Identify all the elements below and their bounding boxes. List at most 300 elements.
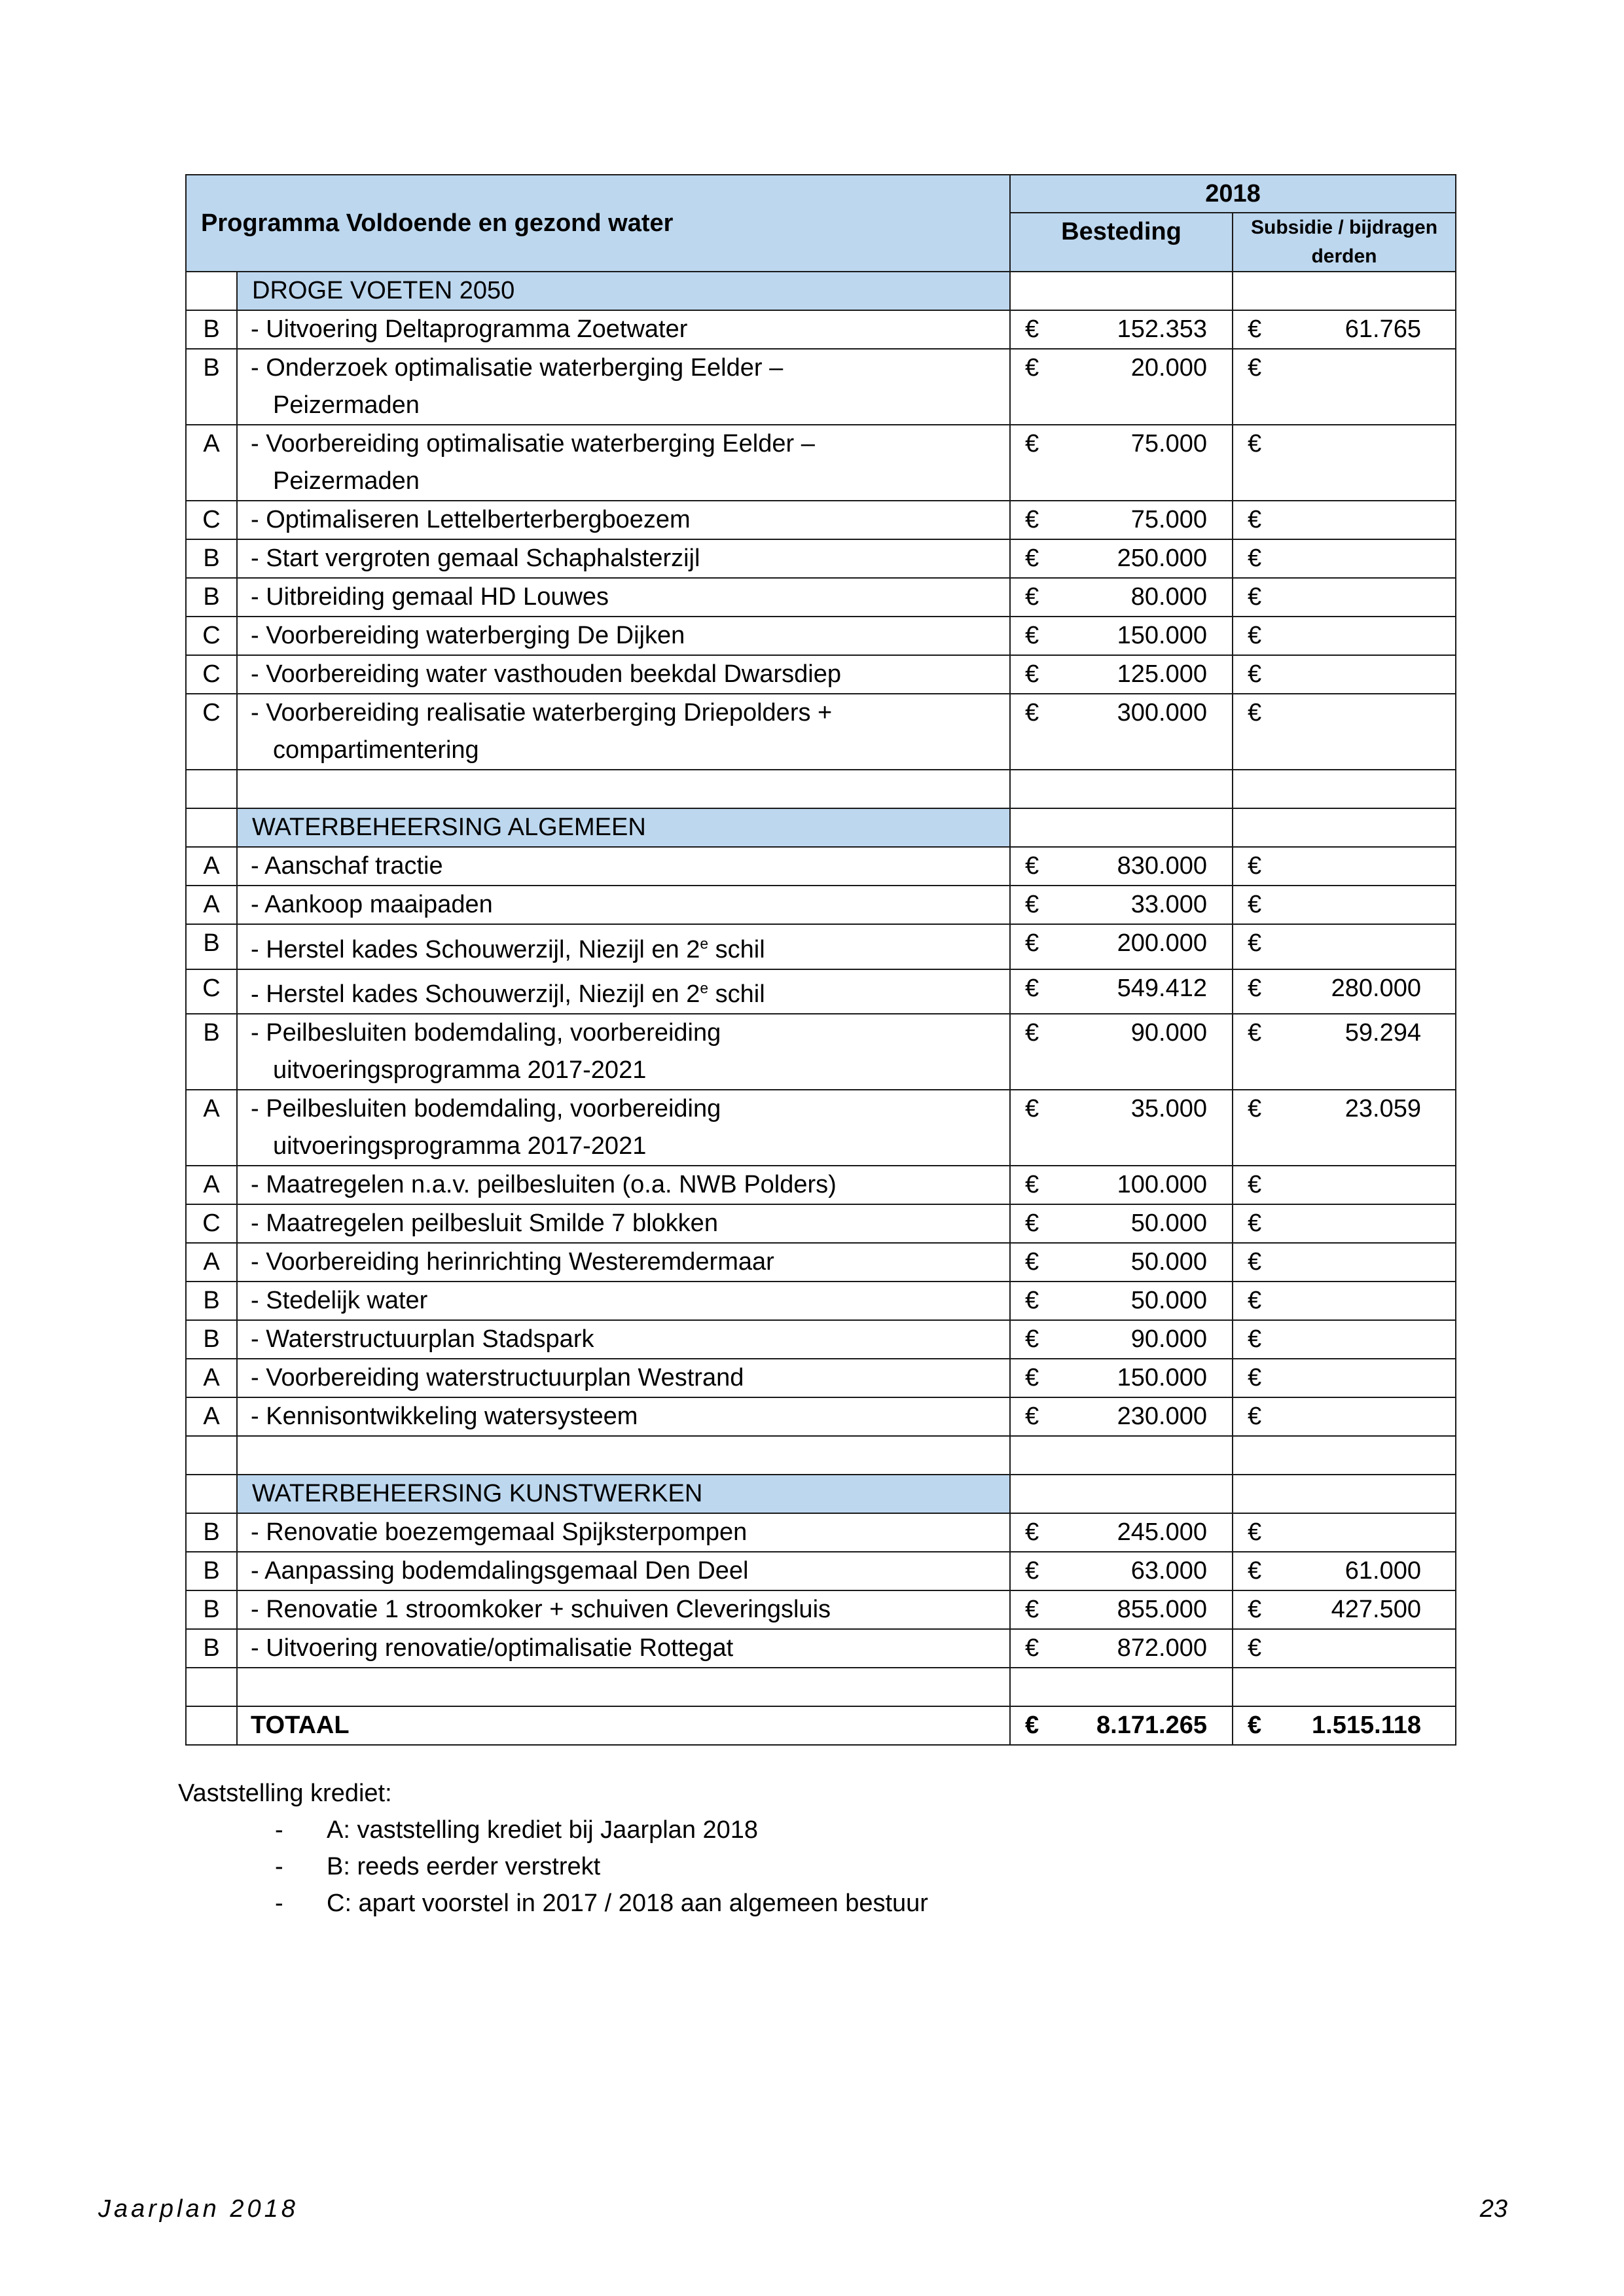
amount: 23.059 — [1344, 1095, 1422, 1123]
amount: 61.000 — [1344, 1557, 1422, 1585]
item-description — [237, 969, 1010, 1014]
credit-code: B — [186, 349, 237, 425]
euro-sign: € — [1025, 1019, 1039, 1047]
table-row — [186, 425, 1456, 501]
euro-sign: € — [1248, 1248, 1262, 1276]
euro-sign: € — [1025, 1557, 1039, 1585]
besteding-cell — [1010, 1090, 1233, 1166]
amount: 830.000 — [1117, 852, 1207, 880]
item-description — [237, 501, 1010, 539]
euro-sign: € — [1248, 1557, 1262, 1585]
euro-sign: € — [1248, 506, 1262, 533]
euro-sign: € — [1025, 1287, 1039, 1315]
description-continuation: Peizermaden — [273, 391, 420, 419]
table-row — [186, 617, 1456, 655]
table-row — [186, 1243, 1456, 1282]
empty-cell — [186, 1475, 237, 1513]
table-row — [186, 886, 1456, 924]
euro-sign: € — [1248, 1171, 1262, 1199]
item-description — [237, 1590, 1010, 1629]
credit-code: B — [186, 924, 237, 969]
column-header-besteding: Besteding — [1010, 213, 1233, 272]
description-line: - Kennisontwikkeling watersysteem — [251, 1403, 638, 1431]
besteding-cell — [1010, 310, 1233, 349]
euro-sign: € — [1025, 1403, 1039, 1431]
besteding-cell — [1010, 578, 1233, 617]
item-description — [237, 1243, 1010, 1282]
description-line: - Voorbereiding herinrichting Westeremdermaar — [251, 1248, 774, 1276]
description-text: Stedelijk water — [266, 1287, 428, 1315]
item-description — [237, 1552, 1010, 1590]
empty-cell — [1233, 272, 1456, 310]
table-row — [186, 539, 1456, 578]
euro-sign: € — [1025, 660, 1039, 688]
description-line: - Uitvoering Deltaprogramma Zoetwater — [251, 315, 688, 343]
besteding-cell — [1010, 655, 1233, 694]
subsidie-cell — [1233, 1243, 1456, 1282]
euro-sign: € — [1248, 699, 1262, 726]
table-row — [186, 969, 1456, 1014]
amount: 80.000 — [1130, 583, 1207, 611]
description-text: Kennisontwikkeling watersysteem — [266, 1403, 638, 1431]
euro-sign: € — [1025, 354, 1039, 382]
empty-cell — [186, 272, 237, 310]
empty-cell — [1010, 770, 1233, 808]
amount: 200.000 — [1117, 929, 1207, 957]
besteding-cell — [1010, 349, 1233, 425]
euro-sign: € — [1248, 1364, 1262, 1392]
besteding-cell — [1010, 1552, 1233, 1590]
amount: 152.353 — [1117, 315, 1207, 343]
subsidie-cell — [1233, 501, 1456, 539]
description-continuation: compartimentering — [273, 736, 479, 764]
amount: 230.000 — [1117, 1403, 1207, 1431]
amount: 300.000 — [1117, 699, 1207, 726]
amount: 427.500 — [1331, 1596, 1422, 1624]
description-text: Voorbereiding optimalisatie waterberging Eelder – — [266, 430, 815, 457]
description-text: Aanschaf tractie — [264, 852, 443, 880]
item-description — [237, 1204, 1010, 1243]
legend-item: - C: apart voorstel in 2017 / 2018 aan algemeen bestuur — [275, 1890, 928, 1917]
credit-legend — [178, 1775, 928, 1922]
description-line: - Maatregelen peilbesluit Smilde 7 blokken — [251, 1210, 718, 1238]
amount: 872.000 — [1117, 1634, 1207, 1662]
table-row — [186, 1204, 1456, 1243]
credit-code: C — [186, 655, 237, 694]
euro-sign: € — [1248, 1095, 1262, 1123]
description-line: - Stedelijk water — [251, 1287, 428, 1315]
subsidie-cell — [1233, 886, 1456, 924]
euro-sign: € — [1248, 1210, 1262, 1238]
empty-cell — [186, 1706, 237, 1745]
empty-cell — [237, 1436, 1010, 1475]
euro-sign: € — [1025, 1095, 1039, 1123]
euro-sign: € — [1248, 1287, 1262, 1315]
besteding-cell — [1010, 425, 1233, 501]
item-description — [237, 655, 1010, 694]
besteding-cell — [1010, 1397, 1233, 1436]
amount: 75.000 — [1130, 506, 1207, 533]
subsidie-cell — [1233, 310, 1456, 349]
description-text: Voorbereiding water vasthouden beekdal Dwarsdiep — [266, 660, 842, 688]
description-line: - Uitvoering renovatie/optimalisatie Rottegat — [251, 1634, 734, 1662]
description-line: - Peilbesluiten bodemdaling, voorbereiding — [251, 1095, 721, 1123]
item-description — [237, 1629, 1010, 1668]
credit-code: B — [186, 1320, 237, 1359]
item-description — [237, 1359, 1010, 1397]
besteding-cell — [1010, 501, 1233, 539]
spacer-row — [186, 1668, 1456, 1706]
table-row — [186, 1282, 1456, 1320]
item-description — [237, 310, 1010, 349]
description-line: - Voorbereiding waterstructuurplan Westrand — [251, 1364, 744, 1392]
subsidie-cell — [1233, 1552, 1456, 1590]
description-text: Voorbereiding herinrichting Westeremdermaar — [266, 1248, 774, 1276]
subsidie-cell — [1233, 1204, 1456, 1243]
description-line: - Onderzoek optimalisatie waterberging Eelder – — [251, 354, 784, 382]
item-description — [237, 1014, 1010, 1090]
amount: 90.000 — [1130, 1325, 1207, 1354]
table-row — [186, 349, 1456, 425]
item-description — [237, 1166, 1010, 1204]
section-title: WATERBEHEERSING ALGEMEEN — [237, 808, 1010, 847]
budget-table — [185, 174, 1456, 1746]
description-text: Voorbereiding waterberging De Dijken — [266, 622, 685, 649]
amount: 20.000 — [1130, 354, 1207, 382]
subsidie-cell — [1233, 1359, 1456, 1397]
description-text: Optimaliseren Lettelberterbergboezem — [266, 506, 691, 533]
description-continuation: Peizermaden — [273, 467, 420, 495]
euro-sign: € — [1025, 1171, 1039, 1199]
section-header-row — [186, 1475, 1456, 1513]
euro-sign: € — [1025, 315, 1039, 343]
empty-cell — [1010, 1436, 1233, 1475]
subsidie-cell — [1233, 578, 1456, 617]
euro-sign: € — [1248, 1019, 1262, 1047]
credit-code: C — [186, 1204, 237, 1243]
description-line: - Voorbereiding water vasthouden beekdal Dwarsdiep — [251, 660, 842, 688]
legend-item: - B: reeds eerder verstrekt — [275, 1853, 601, 1880]
table-row — [186, 1397, 1456, 1436]
description-line: - Voorbereiding waterberging De Dijken — [251, 622, 685, 649]
description-text: Voorbereiding realisatie waterberging Driepolders + — [266, 699, 833, 726]
besteding-cell — [1010, 1014, 1233, 1090]
credit-code: C — [186, 969, 237, 1014]
besteding-cell — [1010, 1320, 1233, 1359]
description-line: - Uitbreiding gemaal HD Louwes — [251, 583, 609, 611]
subsidie-cell — [1233, 1397, 1456, 1436]
description-line: - Renovatie 1 stroomkoker + schuiven Cleveringsluis — [251, 1596, 831, 1624]
item-description — [237, 425, 1010, 501]
subsidie-cell — [1233, 1320, 1456, 1359]
amount: 50.000 — [1130, 1287, 1207, 1315]
item-description — [237, 1090, 1010, 1166]
amount: 35.000 — [1130, 1095, 1207, 1123]
euro-sign: € — [1025, 430, 1039, 457]
item-description — [237, 578, 1010, 617]
amount: 855.000 — [1117, 1596, 1207, 1624]
besteding-cell — [1010, 1590, 1233, 1629]
description-text: Waterstructuurplan Stadspark — [266, 1325, 594, 1354]
euro-sign: € — [1248, 354, 1262, 382]
besteding-cell — [1010, 539, 1233, 578]
empty-cell — [1010, 1668, 1233, 1706]
amount: 50.000 — [1130, 1210, 1207, 1238]
table-row — [186, 1629, 1456, 1668]
credit-code: A — [186, 1397, 237, 1436]
table-row — [186, 1166, 1456, 1204]
description-line: - Herstel kades Schouwerzijl, Niezijl en 2e schil — [251, 935, 765, 963]
legend-title: Vaststelling krediet: — [178, 1780, 392, 1807]
item-description — [237, 1282, 1010, 1320]
amount: 75.000 — [1130, 430, 1207, 457]
total-besteding — [1010, 1706, 1233, 1745]
empty-cell — [186, 808, 237, 847]
euro-sign: € — [1248, 1325, 1262, 1354]
besteding-cell — [1010, 886, 1233, 924]
euro-sign: € — [1248, 622, 1262, 649]
description-line: - Renovatie boezemgemaal Spijksterpompen — [251, 1518, 748, 1547]
euro-sign: € — [1025, 545, 1039, 572]
amount: 150.000 — [1117, 622, 1207, 649]
empty-cell — [1233, 1475, 1456, 1513]
besteding-cell — [1010, 969, 1233, 1014]
description-text: Renovatie boezemgemaal Spijksterpompen — [266, 1518, 748, 1547]
credit-code: A — [186, 1359, 237, 1397]
description-line: - Start vergroten gemaal Schaphalsterzijl — [251, 545, 700, 572]
euro-sign: € — [1025, 1210, 1039, 1238]
credit-code: B — [186, 1590, 237, 1629]
description-line: - Aanpassing bodemdalingsgemaal Den Deel — [251, 1557, 749, 1585]
table-row — [186, 655, 1456, 694]
item-description — [237, 617, 1010, 655]
table-row — [186, 924, 1456, 969]
page-number: 23 — [1479, 2195, 1507, 2223]
credit-code: B — [186, 1552, 237, 1590]
item-description — [237, 1397, 1010, 1436]
description-text: Renovatie 1 stroomkoker + schuiven Cleveringsluis — [266, 1596, 831, 1624]
besteding-cell — [1010, 1359, 1233, 1397]
table-row — [186, 1552, 1456, 1590]
besteding-cell — [1010, 1513, 1233, 1552]
amount: 549.412 — [1117, 974, 1207, 1002]
besteding-cell — [1010, 694, 1233, 770]
besteding-cell — [1010, 924, 1233, 969]
euro-sign: € — [1248, 974, 1262, 1002]
euro-sign: € — [1025, 1248, 1039, 1276]
section-title: DROGE VOETEN 2050 — [237, 272, 1010, 310]
euro-sign: € — [1248, 1634, 1262, 1662]
euro-sign: € — [1248, 1712, 1262, 1740]
empty-cell — [1233, 1436, 1456, 1475]
section-title: WATERBEHEERSING KUNSTWERKEN — [237, 1475, 1010, 1513]
euro-sign: € — [1025, 929, 1039, 957]
table-row — [186, 847, 1456, 886]
credit-code: B — [186, 539, 237, 578]
description-text: Uitvoering renovatie/optimalisatie Rottegat — [266, 1634, 734, 1662]
description-line: - Peilbesluiten bodemdaling, voorbereiding — [251, 1019, 721, 1047]
credit-code: B — [186, 310, 237, 349]
euro-sign: € — [1248, 891, 1262, 918]
subsidie-cell — [1233, 969, 1456, 1014]
table-row — [186, 1513, 1456, 1552]
euro-sign: € — [1025, 1634, 1039, 1662]
amount: 8.171.265 — [1096, 1712, 1207, 1740]
subsidie-cell — [1233, 1629, 1456, 1668]
table-row — [186, 310, 1456, 349]
besteding-cell — [1010, 1629, 1233, 1668]
legend-item: - A: vaststelling krediet bij Jaarplan 2018 — [275, 1816, 759, 1844]
description-text: Herstel kades Schouwerzijl, Niezijl en 2e schil — [266, 979, 765, 1009]
euro-sign: € — [1248, 929, 1262, 957]
credit-code: A — [186, 847, 237, 886]
column-header-subsidie: Subsidie / bijdragen derden — [1233, 213, 1456, 272]
table-row — [186, 1090, 1456, 1166]
euro-sign: € — [1248, 660, 1262, 688]
empty-cell — [237, 1668, 1010, 1706]
description-text: Maatregelen n.a.v. peilbesluiten (o.a. NWB Polders) — [266, 1171, 837, 1199]
empty-cell — [1010, 808, 1233, 847]
amount: 61.765 — [1344, 315, 1422, 343]
description-line: - Aankoop maaipaden — [251, 891, 493, 918]
item-description — [237, 694, 1010, 770]
amount: 1.515.118 — [1312, 1712, 1422, 1740]
table-row — [186, 1320, 1456, 1359]
credit-code: A — [186, 1243, 237, 1282]
description-line: - Voorbereiding optimalisatie waterberging Eelder – — [251, 430, 815, 457]
euro-sign: € — [1248, 1518, 1262, 1547]
item-description — [237, 1513, 1010, 1552]
table-row — [186, 1014, 1456, 1090]
spacer-row — [186, 1436, 1456, 1475]
besteding-cell — [1010, 1243, 1233, 1282]
credit-code: A — [186, 886, 237, 924]
besteding-cell — [1010, 1204, 1233, 1243]
item-description — [237, 1320, 1010, 1359]
subsidie-cell — [1233, 1590, 1456, 1629]
subsidie-cell — [1233, 539, 1456, 578]
section-header-row — [186, 808, 1456, 847]
description-text: Uitvoering Deltaprogramma Zoetwater — [266, 315, 688, 343]
amount: 33.000 — [1130, 891, 1207, 918]
spacer-row — [186, 770, 1456, 808]
subsidie-cell — [1233, 617, 1456, 655]
table-row — [186, 694, 1456, 770]
credit-code: B — [186, 1513, 237, 1552]
item-description — [237, 847, 1010, 886]
year-header: 2018 — [1010, 175, 1456, 213]
description-text: Peilbesluiten bodemdaling, voorbereiding — [266, 1019, 721, 1047]
subsidie-cell — [1233, 1014, 1456, 1090]
empty-cell — [1233, 770, 1456, 808]
description-text: Voorbereiding waterstructuurplan Westrand — [266, 1364, 744, 1392]
item-description — [237, 886, 1010, 924]
description-continuation: uitvoeringsprogramma 2017-2021 — [273, 1056, 647, 1085]
description-continuation: uitvoeringsprogramma 2017-2021 — [273, 1132, 647, 1160]
item-description — [237, 924, 1010, 969]
description-line: - Voorbereiding realisatie waterberging Driepolders + — [251, 699, 833, 726]
euro-sign: € — [1025, 1325, 1039, 1354]
euro-sign: € — [1025, 506, 1039, 533]
euro-sign: € — [1248, 583, 1262, 611]
euro-sign: € — [1025, 1712, 1039, 1740]
euro-sign: € — [1025, 699, 1039, 726]
subsidie-cell — [1233, 694, 1456, 770]
table-row — [186, 1590, 1456, 1629]
euro-sign: € — [1248, 430, 1262, 457]
euro-sign: € — [1025, 852, 1039, 880]
credit-code: B — [186, 1282, 237, 1320]
description-text: Herstel kades Schouwerzijl, Niezijl en 2e schil — [266, 935, 765, 963]
amount: 63.000 — [1130, 1557, 1207, 1585]
credit-code: C — [186, 501, 237, 539]
empty-cell — [186, 1668, 237, 1706]
table-row — [186, 1359, 1456, 1397]
subsidie-cell — [1233, 425, 1456, 501]
credit-code: B — [186, 1629, 237, 1668]
description-line: - Maatregelen n.a.v. peilbesluiten (o.a. NWB Polders) — [251, 1171, 837, 1199]
description-text: Peilbesluiten bodemdaling, voorbereiding — [266, 1095, 721, 1123]
credit-code: A — [186, 1166, 237, 1204]
amount: 280.000 — [1331, 974, 1422, 1002]
euro-sign: € — [1248, 852, 1262, 880]
item-description — [237, 349, 1010, 425]
subsidie-cell — [1233, 924, 1456, 969]
description-line: - Waterstructuurplan Stadspark — [251, 1325, 594, 1354]
credit-code: C — [186, 617, 237, 655]
description-text: Onderzoek optimalisatie waterberging Eelder – — [266, 354, 784, 382]
subsidie-cell — [1233, 349, 1456, 425]
description-line: - Aanschaf tractie — [251, 852, 443, 880]
besteding-cell — [1010, 617, 1233, 655]
description-line: - Herstel kades Schouwerzijl, Niezijl en 2e schil — [251, 979, 765, 1009]
empty-cell — [1010, 1475, 1233, 1513]
footer-document-title: Jaarplan 2018 — [98, 2195, 298, 2223]
amount: 250.000 — [1117, 545, 1207, 572]
credit-code: C — [186, 694, 237, 770]
amount: 100.000 — [1117, 1171, 1207, 1199]
euro-sign: € — [1025, 974, 1039, 1002]
besteding-cell — [1010, 1282, 1233, 1320]
euro-sign: € — [1248, 315, 1262, 343]
euro-sign: € — [1248, 545, 1262, 572]
amount: 50.000 — [1130, 1248, 1207, 1276]
total-row — [186, 1706, 1456, 1745]
empty-cell — [1233, 1668, 1456, 1706]
besteding-cell — [1010, 847, 1233, 886]
subsidie-cell — [1233, 655, 1456, 694]
empty-cell — [186, 1436, 237, 1475]
table-row — [186, 578, 1456, 617]
table-row — [186, 501, 1456, 539]
subsidie-cell — [1233, 1513, 1456, 1552]
total-label: TOTAAL — [237, 1706, 1010, 1745]
subsidie-cell — [1233, 1166, 1456, 1204]
description-text: Uitbreiding gemaal HD Louwes — [266, 583, 609, 611]
description-line: - Optimaliseren Lettelberterbergboezem — [251, 506, 691, 533]
section-header-row — [186, 272, 1456, 310]
amount: 90.000 — [1130, 1019, 1207, 1047]
empty-cell — [186, 770, 237, 808]
table-title: Programma Voldoende en gezond water — [186, 175, 1010, 272]
euro-sign: € — [1025, 891, 1039, 918]
empty-cell — [237, 770, 1010, 808]
empty-cell — [1233, 808, 1456, 847]
empty-cell — [1010, 272, 1233, 310]
euro-sign: € — [1025, 1518, 1039, 1547]
amount: 125.000 — [1117, 660, 1207, 688]
item-description — [237, 539, 1010, 578]
